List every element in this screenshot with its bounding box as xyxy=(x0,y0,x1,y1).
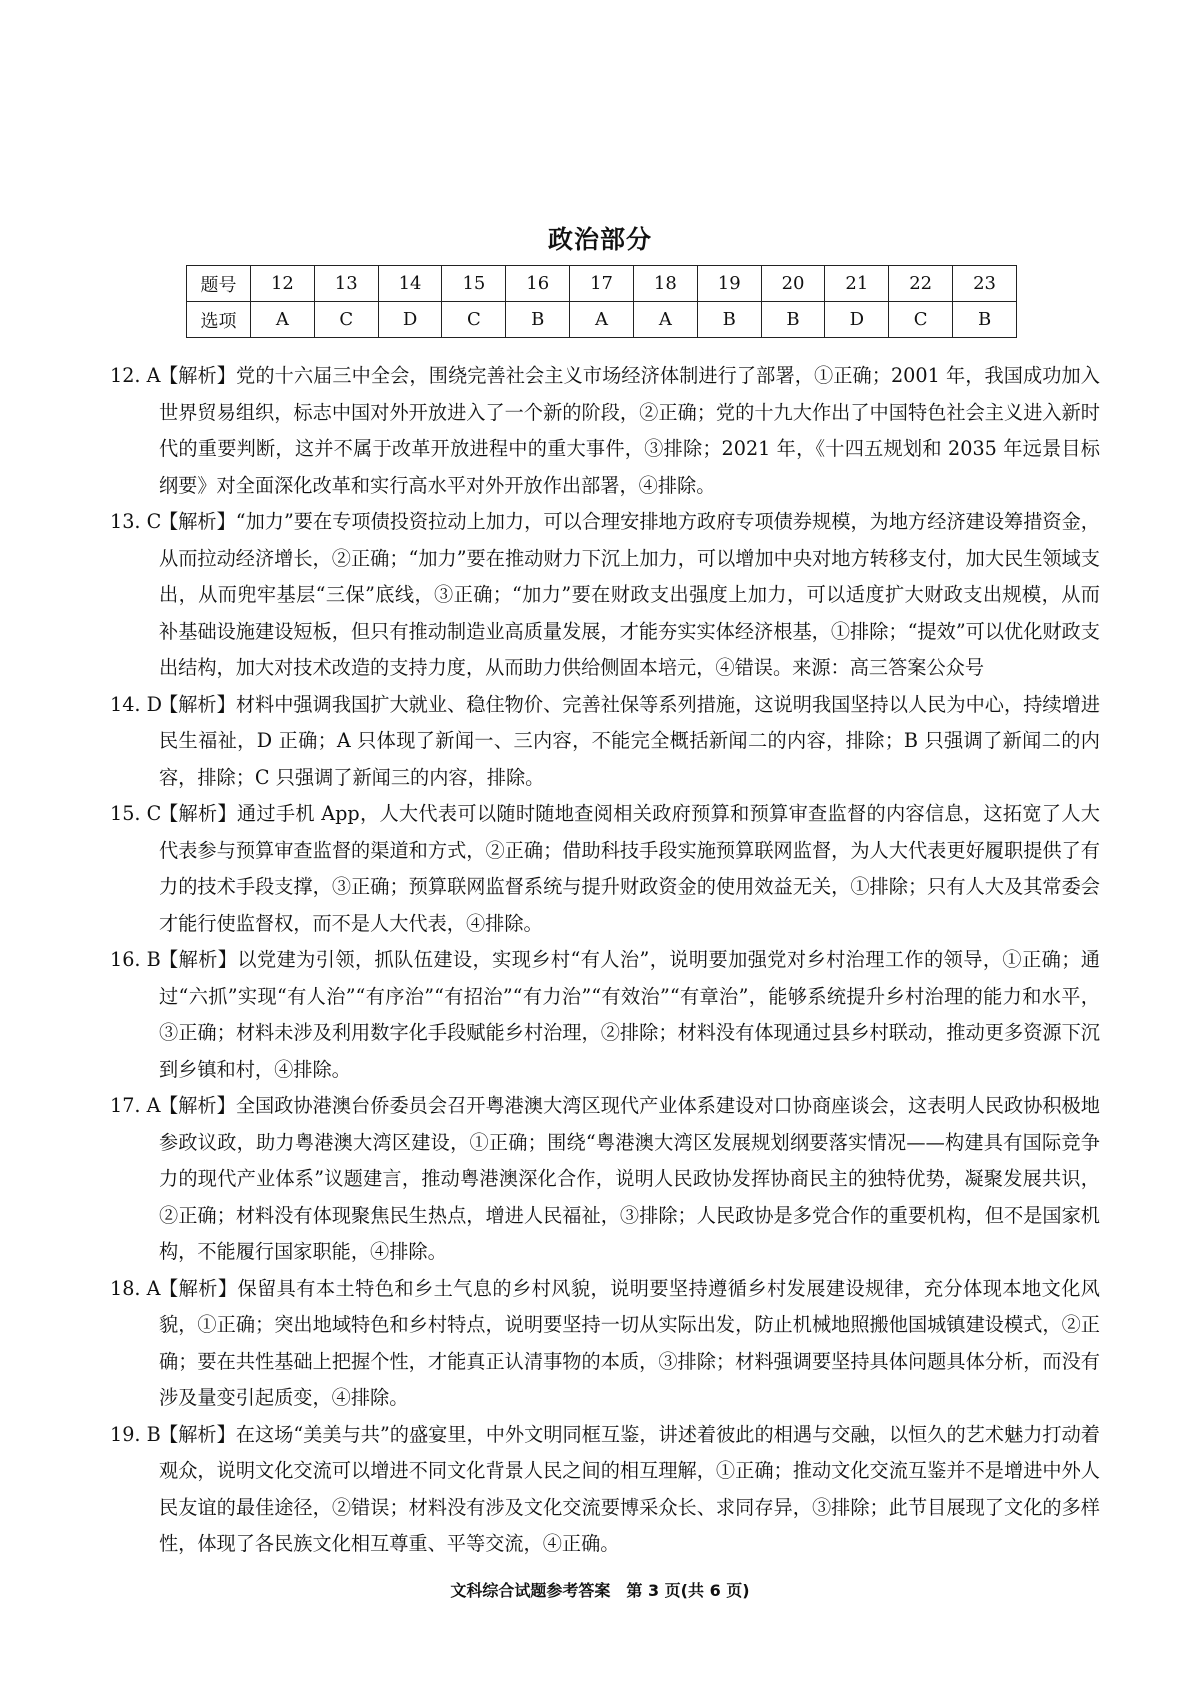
answer-choice: A xyxy=(570,302,634,338)
explanation-item xyxy=(110,1088,1100,1271)
answer-choice: A xyxy=(251,302,315,338)
answer-choice: D xyxy=(825,302,889,338)
question-number: 15 xyxy=(442,266,506,302)
page-footer: 文科综合试题参考答案 第 3 页(共 6 页) xyxy=(450,1581,750,1600)
row-label-question: 题号 xyxy=(187,266,251,302)
question-number: 12 xyxy=(251,266,315,302)
item-text: 【解析】保留具有本土特色和乡土气息的乡村风貌，说明要坚持遵循乡村发展建设规律，充分体现本地文化风貌，①正确；突出地域特色和乡村特点，说明要坚持一切从实际出发，防止机械地照搬他国城镇建设模式，②正确；要在共性基础上把握个性，才能真正认清事物的本质，③排除；材料强调要坚持具体问题具体分析，而没有涉及量变引起质变，④排除。 xyxy=(159,1276,1100,1409)
question-number: 14 xyxy=(378,266,442,302)
item-text: 【解析】党的十六届三中全会，围绕完善社会主义市场经济体制进行了部署，①正确；2001 年，我国成功加入世界贸易组织，标志中国对外开放进入了一个新的阶段，②正确；党的十九大作出了中国特色社会主义进入新时代的重要判断，这并不属于改革开放进程中的重大事件，③排除；2021 年，《十四五规划和 2035 年远景目标纲要》对全面深化改革和实行高水平对外开放作出部署，④排除。 xyxy=(159,364,1100,497)
answer-choice: B xyxy=(761,302,825,338)
answer-choice: A xyxy=(633,302,697,338)
item-number: 14. D xyxy=(110,692,162,716)
item-number: 12. A xyxy=(110,364,161,387)
answer-choice: D xyxy=(378,302,442,338)
question-number: 21 xyxy=(825,266,889,302)
item-text: 【解析】在这场“美美与共”的盛宴里，中外文明同框互鉴，讲述着彼此的相遇与交融，以恒久的艺术魅力打动着观众，说明文化交流可以增进不同文化背景人民之间的相互理解，①正确；推动文化交流互鉴并不是增进中外人民友谊的最佳途径，②错误；材料没有涉及文化交流要博采众长、求同存异，③排除；此节目展现了文化的多样性，体现了各民族文化相互尊重、平等交流，④正确。 xyxy=(159,1422,1100,1555)
explanation-item xyxy=(110,687,1100,797)
item-number: 16. B xyxy=(110,948,161,971)
question-number: 17 xyxy=(570,266,634,302)
explanation-item xyxy=(110,942,1100,1088)
item-number: 19. B xyxy=(110,1422,161,1446)
item-text: 【解析】通过手机 App，人大代表可以随时随地查阅相关政府预算和预算审查监督的内容信息，这拓宽了人大代表参与预算审查监督的渠道和方式，②正确；借助科技手段实施预算联网监督，为人大代表更好履职提供了有力的技术手段支撑，③正确；预算联网监督系统与提升财政资金的使用效益无关，①排除；只有人大及其常委会才能行使监督权，而不是人大代表，④排除。 xyxy=(159,802,1100,935)
item-number: 15. C xyxy=(110,802,162,825)
item-text: 【解析】以党建为引领，抓队伍建设，实现乡村“有人治”，说明要加强党对乡村治理工作的领导，①正确；通过“六抓”实现“有人治”“有序治”“有招治”“有力治”“有效治”“有章治”，能够系统提升乡村治理的能力和水平，③正确；材料未涉及利用数字化手段赋能乡村治理，②排除；材料没有体现通过县乡村联动，推动更多资源下沉到乡镇和村，④排除。 xyxy=(159,948,1100,1081)
explanation-item xyxy=(110,796,1100,942)
question-number: 23 xyxy=(953,266,1017,302)
item-number: 18. A xyxy=(110,1276,161,1300)
question-number: 22 xyxy=(889,266,953,302)
answer-choice: C xyxy=(314,302,378,338)
explanation-item xyxy=(110,504,1100,687)
question-number: 16 xyxy=(506,266,570,302)
item-text: 【解析】全国政协港澳台侨委员会召开粤港澳大湾区现代产业体系建设对口协商座谈会，这表明人民政协积极地参政议政，助力粤港澳大湾区建设，①正确；围绕“粤港澳大湾区发展规划纲要落实情况——构建具有国际竞争力的现代产业体系”议题建言，推动粤港澳深化合作，说明人民政协发挥协商民主的独特优势，凝聚发展共识，②正确；材料没有体现聚焦民生热点，增进人民福祉，③排除；人民政协是多党合作的重要机构，但不是国家机构，不能履行国家职能，④排除。 xyxy=(159,1094,1100,1263)
row-label-choice: 选项 xyxy=(187,302,251,338)
item-text: 【解析】“加力”要在专项债投资拉动上加力，可以合理安排地方政府专项债券规模，为地方经济建设筹措资金，从而拉动经济增长，②正确；“加力”要在推动财力下沉上加力，可以增加中央对地方转移支付，加大民生领域支出，从而兜牢基层“三保”底线，③正确；“加力”要在财政支出强度上加力，可以适度扩大财政支出规模，从而补基础设施建设短板，但只有推动制造业高质量发展，才能夯实实体经济根基，①排除；“提效”可以优化财政支出结构，加大对技术改造的支持力度，从而助力供给侧固本培元，④错误。来源：高三答案公众号 xyxy=(159,510,1100,679)
explanation-item xyxy=(110,1417,1100,1563)
question-number: 18 xyxy=(633,266,697,302)
question-number-row xyxy=(187,266,1017,302)
answer-choice: B xyxy=(953,302,1017,338)
answer-choice-row xyxy=(187,302,1017,338)
answer-table xyxy=(186,265,1017,338)
item-text: 【解析】材料中强调我国扩大就业、稳住物价、完善社保等系列措施，这说明我国坚持以人民为中心，持续增进民生福祉，D 正确；A 只体现了新闻一、三内容，不能完全概括新闻二的内容，排除；B 只强调了新闻二的内容，排除；C 只强调了新闻三的内容，排除。 xyxy=(159,692,1100,789)
explanation-item xyxy=(110,358,1100,504)
question-number: 19 xyxy=(697,266,761,302)
answer-choice: B xyxy=(697,302,761,338)
item-number: 17. A xyxy=(110,1094,161,1117)
question-number: 13 xyxy=(314,266,378,302)
answer-choice: C xyxy=(889,302,953,338)
answer-choice: C xyxy=(442,302,506,338)
item-number: 13. C xyxy=(110,510,162,533)
explanation-list xyxy=(110,358,1100,1563)
answer-choice: B xyxy=(506,302,570,338)
explanation-item xyxy=(110,1271,1100,1417)
section-title: 政治部分 xyxy=(547,225,652,254)
question-number: 20 xyxy=(761,266,825,302)
